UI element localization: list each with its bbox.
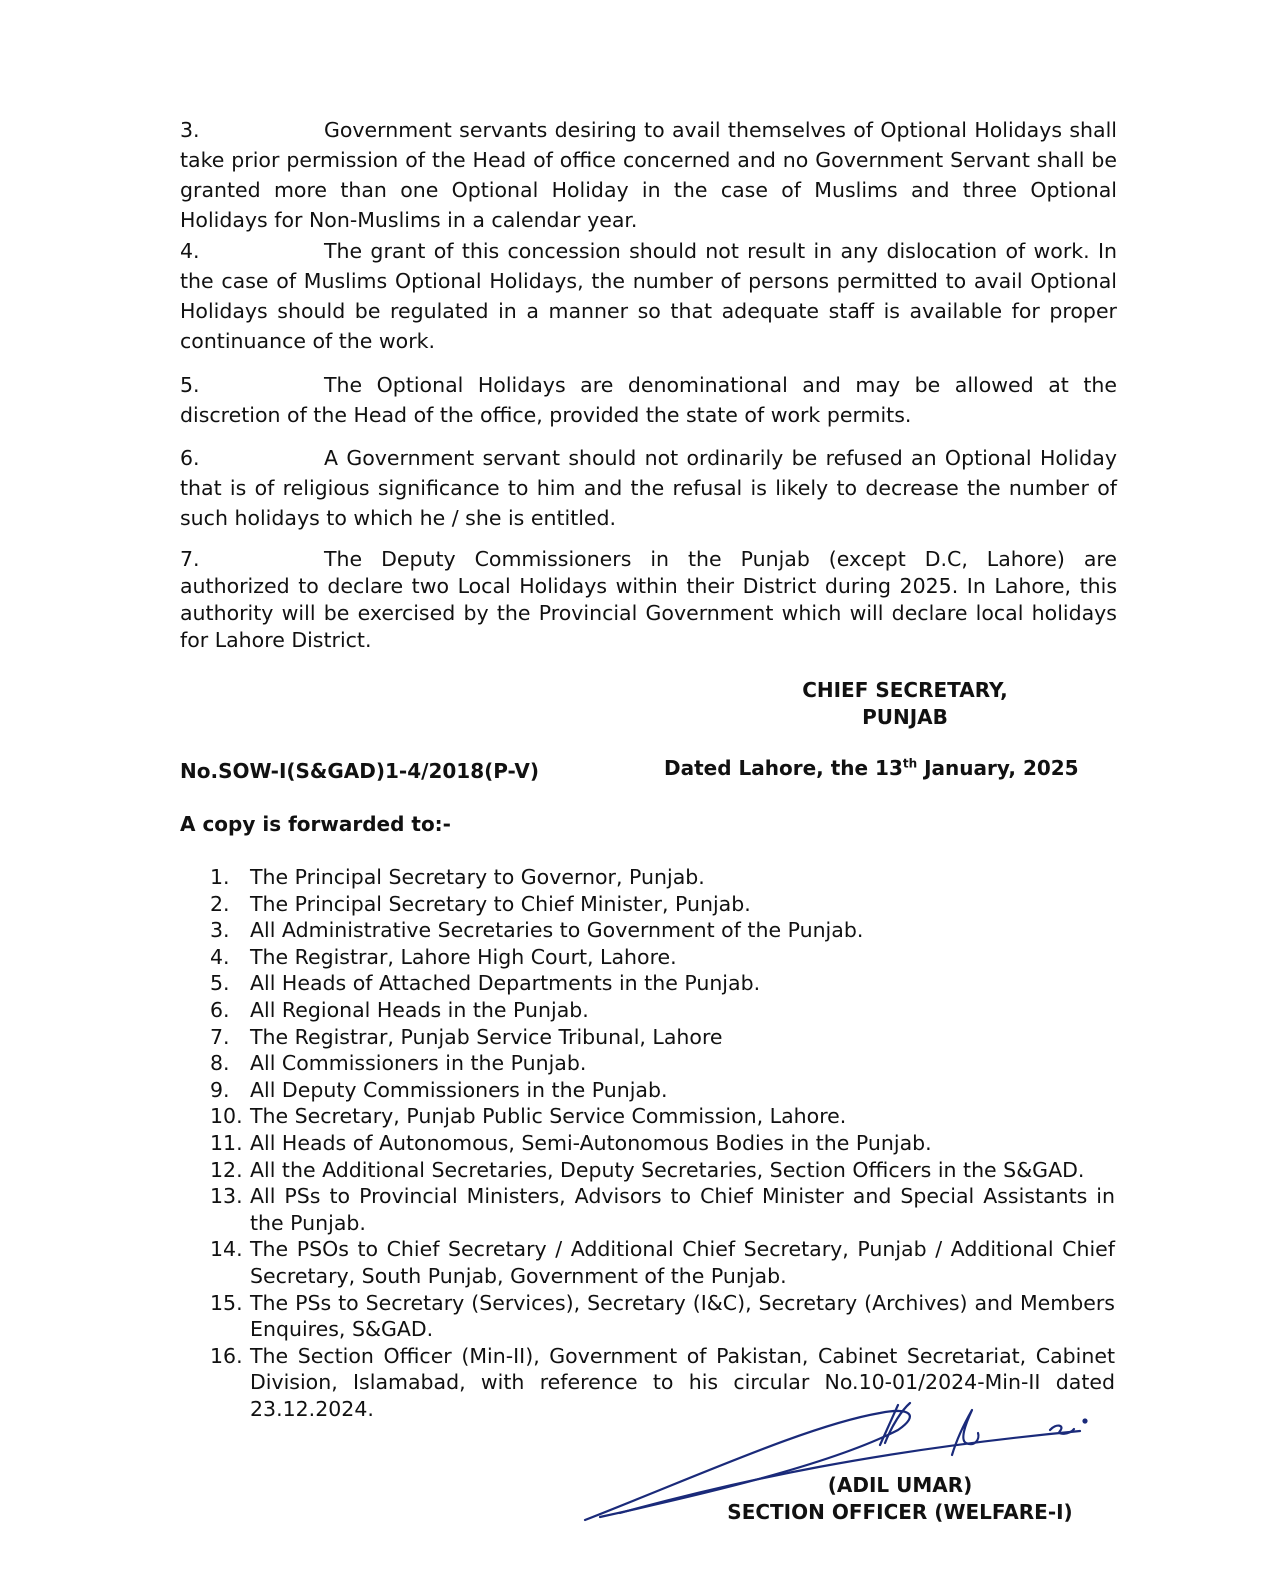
reference-date xyxy=(664,756,1079,780)
list-item: 15. The PSs to Secretary (Services), Secretary (I&C), Secretary (Archives) and Members Enquires, S&GAD. xyxy=(210,1290,1115,1342)
paragraph-number: 3. xyxy=(180,118,200,142)
paragraph-text: The Optional Holidays are denominational and may be allowed at the discretion of the Head of the office, provided the state of work permits. xyxy=(180,373,1117,427)
paragraph-number: 6. xyxy=(180,446,200,470)
paragraph-text: The grant of this concession should not result in any dislocation of work. In the case of Muslims Optional Holidays, the number of persons permitted to avail Optional Holidays should be regulated in a manner so that adequate staff is available for proper continuance of the work. xyxy=(180,239,1117,353)
list-item: 2. The Principal Secretary to Chief Minister, Punjab. xyxy=(210,891,751,916)
recipients-list xyxy=(210,864,1115,1422)
date-superscript: th xyxy=(902,756,918,771)
list-item: 11. All Heads of Autonomous, Semi-Autonomous Bodies in the Punjab. xyxy=(210,1130,932,1155)
list-item: 8. All Commissioners in the Punjab. xyxy=(210,1051,587,1076)
date-suffix: January, 2025 xyxy=(917,756,1079,780)
officer-designation: SECTION OFFICER (WELFARE-I) xyxy=(727,1500,1073,1524)
signatory-block xyxy=(760,677,1050,731)
list-item: 1. The Principal Secretary to Governor, Punjab. xyxy=(210,865,705,889)
officer-block xyxy=(700,1472,1100,1526)
paragraph-3 xyxy=(180,115,1117,235)
list-item: 5. All Heads of Attached Departments in the Punjab. xyxy=(210,971,761,996)
list-item: 16. The Section Officer (Min-II), Government of Pakistan, Cabinet Secretariat, Cabinet Division, Islamabad, with reference to his circular No.10-01/2024-Min-II dated 23.12.2024. xyxy=(210,1343,1115,1421)
paragraph-5 xyxy=(180,370,1117,430)
list-item: 12. All the Additional Secretaries, Deputy Secretaries, Section Officers in the S&GAD. xyxy=(210,1157,1085,1182)
copy-heading: A copy is forwarded to:- xyxy=(180,812,451,836)
date-prefix: Dated Lahore, the 13 xyxy=(664,756,903,780)
list-item: 14. The PSOs to Chief Secretary / Additional Chief Secretary, Punjab / Additional Chief Secretary, South Punjab, Government of the Punjab. xyxy=(210,1237,1115,1288)
list-item: 6. All Regional Heads in the Punjab. xyxy=(210,997,589,1022)
paragraph-text: Government servants desiring to avail themselves of Optional Holidays shall take prior permission of the Head of office concerned and no Government Servant shall be granted more than one Optional Holiday in the case of Muslims and three Optional Holidays for Non-Muslims in a calendar year. xyxy=(180,118,1117,232)
list-item: 4. The Registrar, Lahore High Court, Lahore. xyxy=(210,944,677,969)
officer-name: (ADIL UMAR) xyxy=(827,1473,973,1497)
paragraph-text: The Deputy Commissioners in the Punjab (except D.C, Lahore) are authorized to declare two Local Holidays within their District during 2025. In Lahore, this authority will be exercised by the Provincial Government which will declare local holidays for Lahore District. xyxy=(180,547,1117,652)
paragraph-number: 5. xyxy=(180,373,200,397)
signatory-province: PUNJAB xyxy=(862,705,948,729)
paragraph-6 xyxy=(180,443,1117,533)
list-item: 13. All PSs to Provincial Ministers, Advisors to Chief Minister and Special Assistants in the Punjab. xyxy=(210,1184,1115,1235)
reference-number: No.SOW-I(S&GAD)1-4/2018(P-V) xyxy=(180,759,540,783)
paragraph-4 xyxy=(180,236,1117,356)
paragraph-text: A Government servant should not ordinarily be refused an Optional Holiday that is of religious significance to him and the refusal is likely to decrease the number of such holidays to which he / she is entitled. xyxy=(180,446,1117,530)
paragraph-number: 4. xyxy=(180,239,200,263)
paragraph-number: 7. xyxy=(180,547,200,571)
list-item: 7. The Registrar, Punjab Service Tribunal, Lahore xyxy=(210,1024,723,1049)
list-item: 3. All Administrative Secretaries to Government of the Punjab. xyxy=(210,918,864,943)
signatory-title: CHIEF SECRETARY, xyxy=(802,678,1008,702)
list-item: 10. The Secretary, Punjab Public Service Commission, Lahore. xyxy=(210,1104,847,1129)
paragraph-7 xyxy=(180,546,1117,654)
list-item: 9. All Deputy Commissioners in the Punjab. xyxy=(210,1077,668,1102)
